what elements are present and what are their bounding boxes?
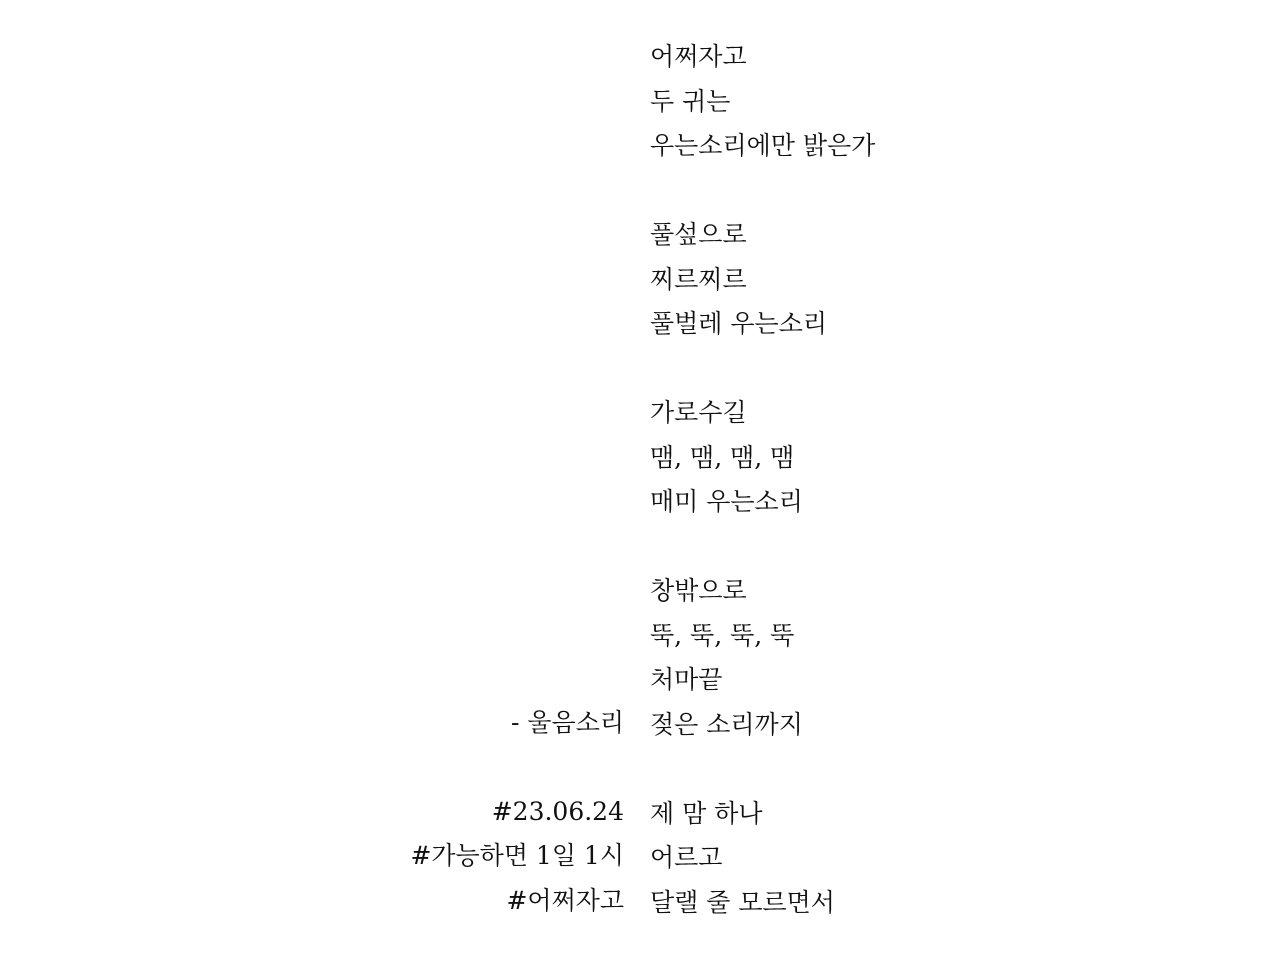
- stanza-gap: [650, 528, 1250, 573]
- poem-line: 맴, 맴, 맴, 맴: [650, 442, 795, 472]
- poem-line: 가로수길: [650, 398, 747, 427]
- hashtag-title: #어쩌자고: [506, 886, 624, 915]
- poem-line: 뚝, 뚝, 뚝, 뚝: [650, 620, 795, 650]
- stanza-3: [650, 394, 1250, 528]
- stanza-2: [650, 216, 1250, 350]
- poem-body: [650, 38, 1250, 928]
- poem-line: 풀섶으로: [650, 220, 747, 249]
- poem-line: 두 귀는: [650, 86, 731, 116]
- poem-line: 달랠 줄 모르면서: [650, 887, 835, 917]
- hashtag-date: #23.06.24: [491, 797, 624, 826]
- stanza-5: [650, 795, 1250, 929]
- stanza-gap: [650, 172, 1250, 217]
- hashtag-series: #가능하면 1일 1시: [410, 841, 624, 870]
- poem-line: 젖은 소리까지: [650, 709, 803, 739]
- poem-line: 창밖으로: [650, 576, 747, 605]
- stanza-1: [650, 38, 1250, 172]
- poem-line: 매미 우는소리: [650, 487, 803, 516]
- poem-line: 어쩌자고: [650, 42, 747, 71]
- stanza-gap: [650, 750, 1250, 795]
- poem-line: 제 맘 하나: [650, 798, 763, 828]
- poem-line: 풀벌레 우는소리: [650, 309, 827, 338]
- stanza-4: [650, 572, 1250, 750]
- poem-line: 어르고: [650, 843, 723, 872]
- poem-line: 처마끝: [650, 665, 723, 694]
- stanza-gap: [650, 350, 1250, 395]
- poem-title: - 울음소리: [511, 708, 624, 737]
- poem-line: 우는소리에만 밝은가: [650, 131, 876, 160]
- poem-line: 찌르찌르: [650, 264, 747, 294]
